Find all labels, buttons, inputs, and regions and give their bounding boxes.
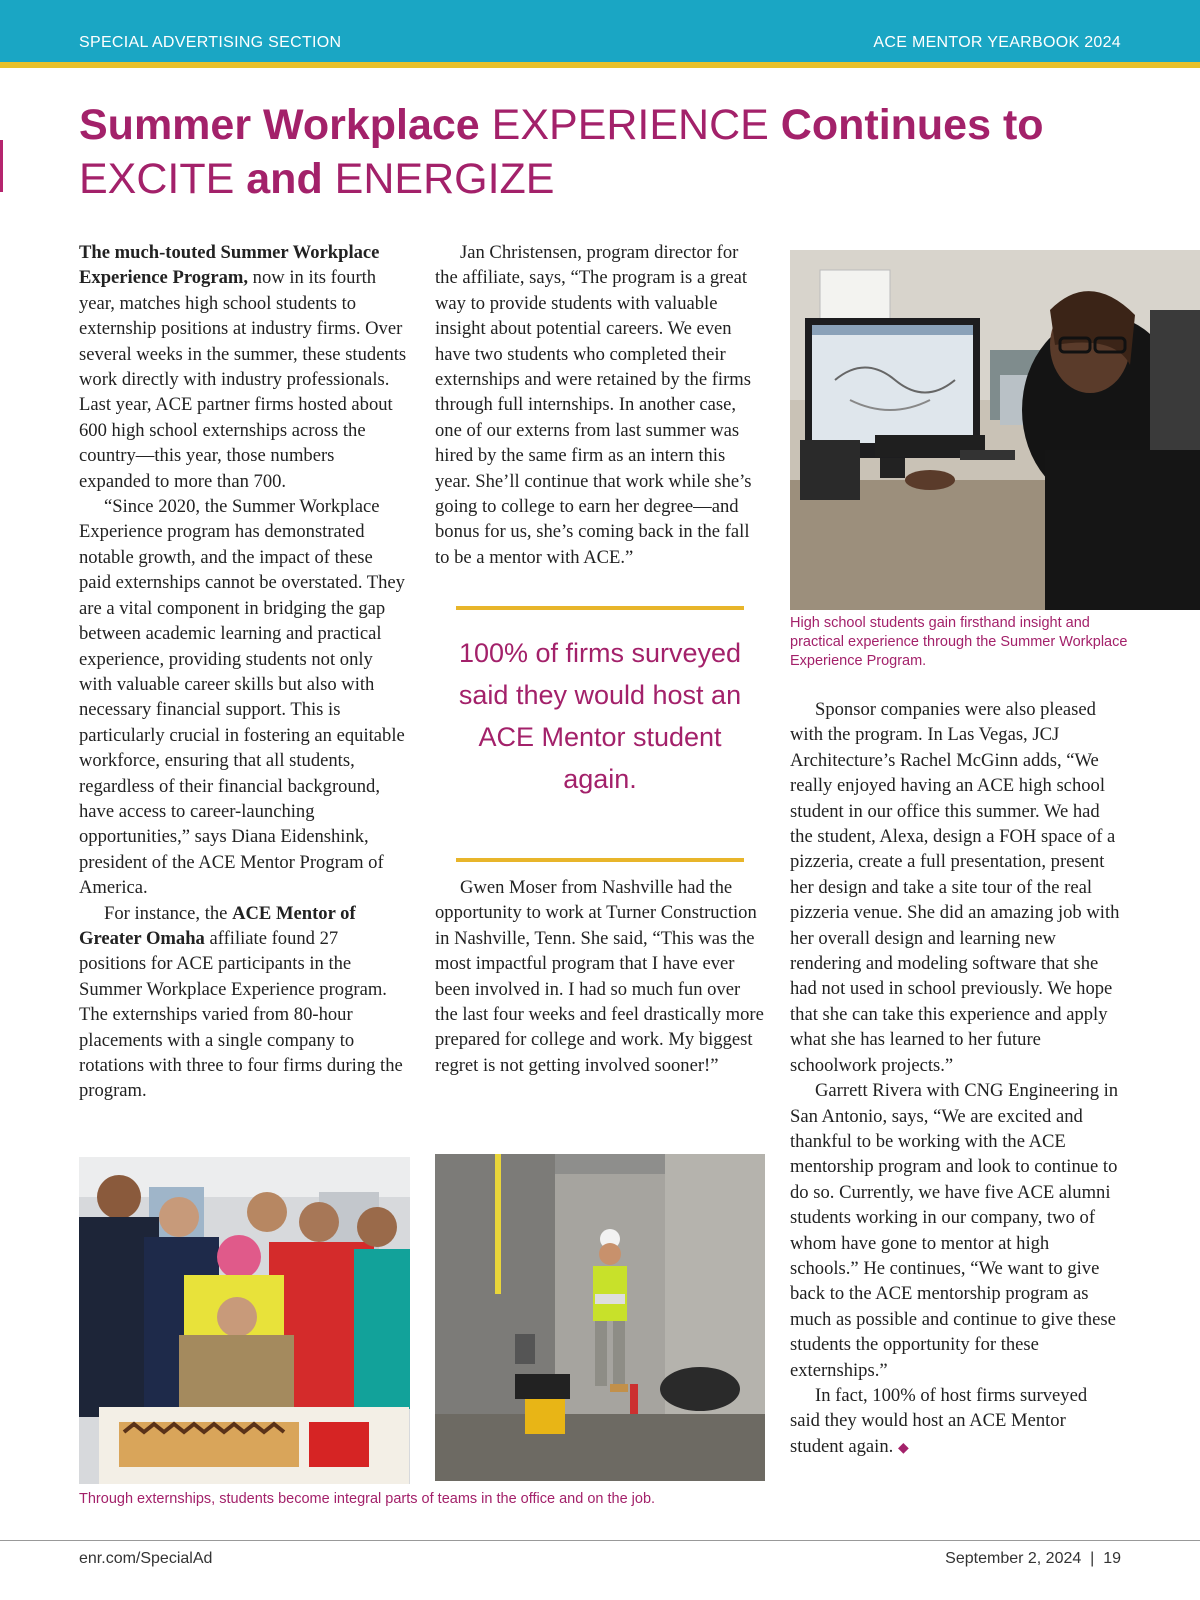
end-mark-icon: ◆ [897, 1440, 909, 1456]
paragraph [790, 1383, 1120, 1461]
photo-caption: High school students gain firsthand insight and practical experience through the Summer Workplace Experience Program. [790, 615, 1128, 669]
pull-quote: 100% of firms surveyed said they would host an ACE Mentor student again. [458, 638, 742, 794]
title-part: Summer Workplace [79, 101, 480, 149]
office-photo [790, 250, 1200, 610]
footer-date-page: September 2, 2024 | 19 [945, 1550, 1121, 1567]
paragraph: Jan Christensen, program director for the affiliate, says, “The program is a great way to provide students with valuable insight about potential careers. We even have two students who completed their externships and were retained by the firms through full internships. In another case, one of our externs from last summer was hired by the same firm as an intern this year. She’ll continue that work while she’s going to college to earn her degree—and bonus for us, she’s coming back in the fall to be a mentor with ACE.” [435, 242, 752, 568]
article-column-1 [79, 240, 409, 1104]
bottom-photo-caption: Through externships, students become integral parts of teams in the office and on the job. [79, 1491, 656, 1507]
jobsite-photo [435, 1154, 765, 1481]
title-part: EXCITE [79, 155, 247, 203]
paragraph: Sponsor companies were also pleased with the program. In Las Vegas, JCJ Architecture’s Rachel McGinn adds, “We really enjoyed having an ACE high school student in our office this summer. We had the student, Alexa, design a FOH space of a pizzeria, create a full presentation, present her design and take a site tour of the real pizzeria venue. She did an amazing job with her overall design and learning new rendering and modeling software that she had not used in school previously. We hope that she can take this experience and apply what she has learned to her future schoolwork projects.” [790, 699, 1120, 1076]
edge-mark [0, 140, 3, 192]
header-stripe [0, 62, 1200, 68]
article-column-2-continued [435, 875, 765, 1078]
title-part: and [246, 155, 323, 203]
office-photo-illustration [790, 250, 1200, 610]
jobsite-photo-illustration [435, 1154, 765, 1481]
paragraph [79, 240, 409, 494]
affiliate-name: ACE Mentor of Greater Omaha [79, 902, 356, 949]
lead-in: The much-touted Summer Workplace Experience Program, [79, 242, 380, 289]
article-column-3 [790, 697, 1120, 1461]
team-photo [79, 1157, 410, 1484]
publication-label: ACE MENTOR YEARBOOK 2024 [873, 34, 1121, 51]
paragraph [79, 901, 409, 1104]
paragraph: Gwen Moser from Nashville had the opportunity to work at Turner Construction in Nashville, Tenn. She said, “This was the most impactful program that I have ever been involved in. I had so much fun over the last four weeks and feel drastically more prepared for college and work. My biggest regret is not getting involved sooner!” [435, 877, 764, 1076]
pull-quote-rule-bottom [456, 858, 744, 862]
footer-url: enr.com/SpecialAd [79, 1550, 213, 1567]
title-part: EXPERIENCE [479, 101, 781, 149]
paragraph-text: For instance, the [104, 902, 233, 924]
paragraph: Garrett Rivera with CNG Engineering in San Antonio, says, “We are excited and thankful to be working with the ACE mentorship program and look to continue to do so. Currently, we have five ACE alumni students working in our company, two of whom have gone to mentor at high schools.” He continues, “We want to give back to the ACE mentorship program as much as possible and continue to give these students the opportunity for these externships.” [790, 1080, 1119, 1381]
paragraph-text: now in its fourth year, matches high school students to externship positions at industry firms. Over several weeks in the summer, these students work directly with industry professionals. Last year, ACE partner firms hosted about 600 high school externships across the country—this year, those numbers expanded to more than 700. [79, 267, 407, 492]
pull-quote-rule-top [456, 606, 744, 610]
header-bar [0, 0, 1200, 62]
section-label: SPECIAL ADVERTISING SECTION [79, 34, 342, 51]
title-part: ENERGIZE [322, 155, 555, 203]
title-part: Continues to [780, 101, 1044, 149]
paragraph: “Since 2020, the Summer Workplace Experience program has demonstrated notable growth, and the impact of these paid externships cannot be overstated. They are a vital component in bridging the gap between academic learning and practical experience, providing students not only with valuable career skills but also with necessary financial support. This is particularly crucial in fostering an equitable workforce, ensuring that all students, regardless of their financial background, have access to career-launching opportunities,” says Diana Eidenshink, president of the ACE Mentor Program of America. [79, 496, 405, 899]
article-column-2 [435, 240, 765, 570]
page-title [79, 98, 1139, 206]
footer-rule [0, 1540, 1200, 1541]
paragraph-text: affiliate found 27 positions for ACE participants in the Summer Workplace Experience program. The externships varied from 80-hour placements with a single company to rotations with three to four firms during the program. [79, 927, 403, 1102]
paragraph-text: In fact, 100% of host firms surveyed said they would host an ACE Mentor student again. [790, 1384, 1088, 1457]
team-photo-illustration [79, 1157, 410, 1484]
